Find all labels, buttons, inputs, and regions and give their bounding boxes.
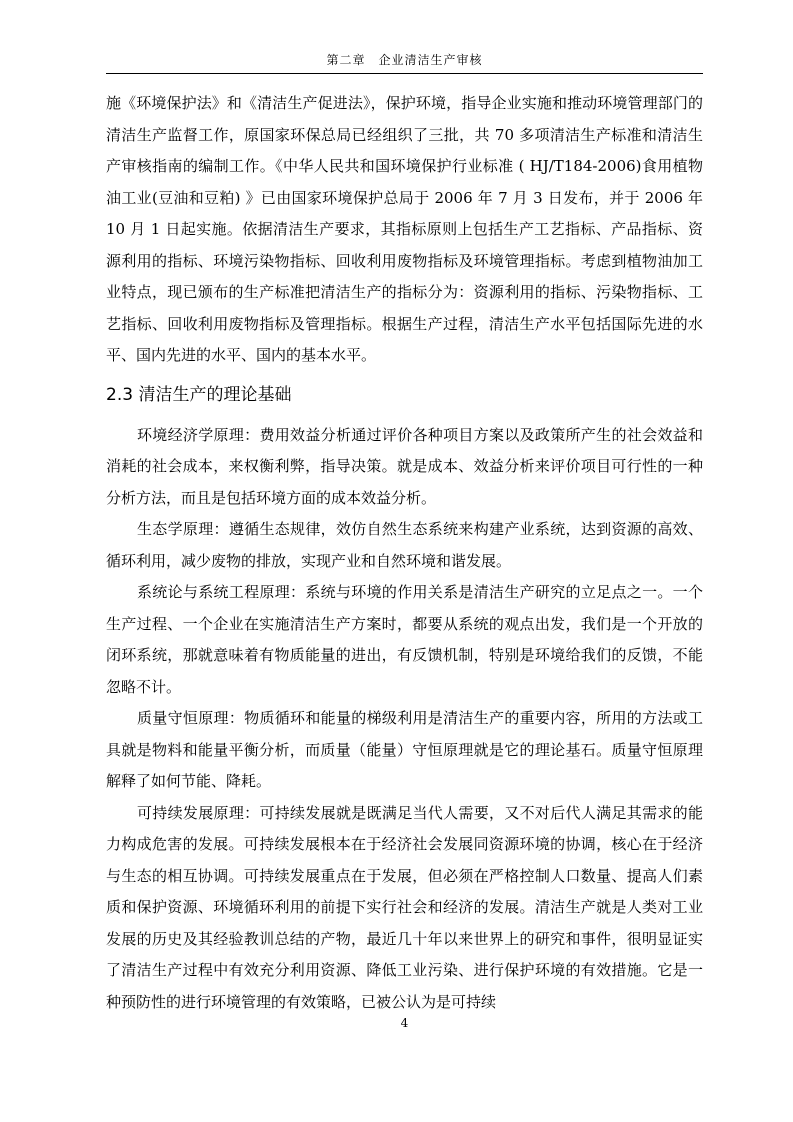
paragraph-mass-conservation: 质量守恒原理：物质循环和能量的梯级利用是清洁生产的重要内容，所用的方法或工具就是物料和能量平衡分析，而质量（能量）守恒原理就是它的理论基石。质量守恒原理解释了如何节能、降耗。 — [106, 709, 703, 790]
page-number: 4 — [400, 1016, 409, 1030]
section-heading: 2.3 清洁生产的理论基础 — [106, 384, 292, 405]
paragraph-sustainable-development: 可持续发展原理：可持续发展就是既满足当代人需要，又不对后代人满足其需求的能力构成危害的发展。可持续发展根本在于经济社会发展同资源环境的协调，核心在于经济与生态的相互协调。可持续发展重点在于发展，但必须在严格控制人口数量、提高人们素质和保护资源、环境循环利用的前提下实行社会和经济的发展。清洁生产就是人类对工业发展的历史及其经验教训总结的产物，最近几十年以来世界上的研究和事件，很明显证实了清洁生产过程中有效充分利用资源、降低工业污染、进行保护环境的有效措施。它是一种预防性的进行环境管理的有效策略，已被公认为是可持续 — [106, 803, 703, 1011]
body-text — [106, 88, 703, 1018]
paragraph-environmental-economics: 环境经济学原理：费用效益分析通过评价各种项目方案以及政策所产生的社会效益和消耗的社会成本，来权衡利弊，指导决策。就是成本、效益分析来评价项目可行性的一种分析方法，而且是包括环境方面的成本效益分析。 — [106, 425, 703, 507]
paragraph-systems-theory: 系统论与系统工程原理：系统与环境的作用关系是清洁生产研究的立足点之一。一个生产过程、一个企业在实施清洁生产方案时，都要从系统的观点出发，我们是一个开放的闭环系统，那就意味着有物质能量的进出，有反馈机制，特别是环境给我们的反馈，不能忽略不计。 — [106, 583, 703, 696]
header-rule — [106, 73, 703, 74]
running-header: 第二章 企业清洁生产审核 — [326, 53, 483, 67]
paragraph-ecology: 生态学原理：遵循生态规律，效仿自然生态系统来构建产业系统，达到资源的高效、循环利用，减少废物的排放，实现产业和自然环境和谐发展。 — [106, 520, 703, 570]
paragraph-continued: 施《环境保护法》和《清洁生产促进法》，保护环境，指导企业实施和推动环境管理部门的清洁生产监督工作，原国家环保总局已经组织了三批，共 70 多项清洁生产标准和清洁生产审核指南的编制工作。《中华人民共和国环境保护行业标准 ( HJ/T184-2006)食用植物油工业(豆油和豆粕) 》已由国家环境保护总局于 2006 年 7 月 3 日发布，并于 2006 年 10 月 1 日起实施。依据清洁生产要求，其指标原则上包括生产工艺指标、产品指标、资源利用的指标、环境污染物指标、回收利用废物指标及环境管理指标。考虑到植物油加工业特点，现已颁布的生产标准把清洁生产的指标分为：资源利用的指标、污染物指标、工艺指标、回收利用废物指标及管理指标。根据生产过程，清洁生产水平包括国际先进的水平、国内先进的水平、国内的基本水平。 — [106, 94, 703, 364]
